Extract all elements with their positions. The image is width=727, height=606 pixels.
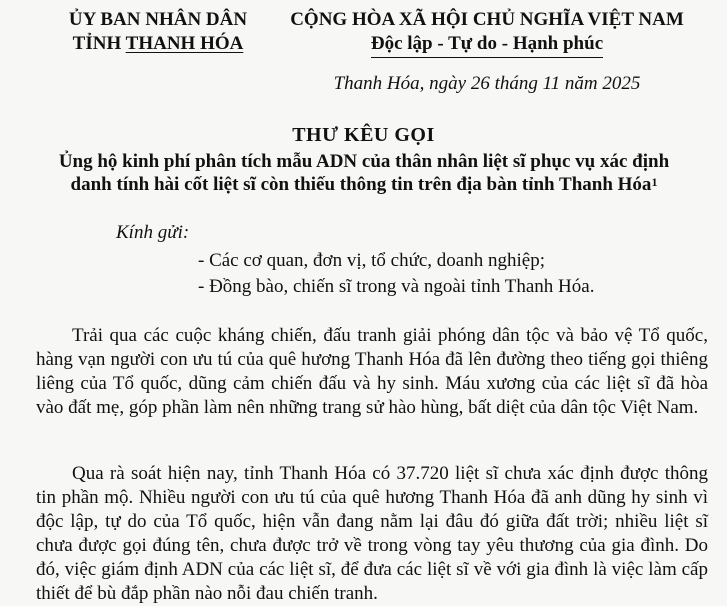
authority-line1: ỦY BAN NHÂN DÂN	[68, 9, 248, 30]
body-paragraph: Qua rà soát hiện nay, tỉnh Thanh Hóa có 37.720 liệt sĩ chưa xác định được thông tin phần mộ. Nhiều người con ưu tú của quê hương Thanh Hóa đã anh dũng hy sinh vì độc lập, tự do của Tổ quốc, hiện vẫn đang nằm lại đâu đó giữa đất trời; nhiều liệt sĩ chưa được gọi đúng tên, chưa được trở về trong vòng tay yêu thương của gia đình. Do đó, việc giám định ADN của các liệt sĩ, để đưa các liệt sĩ về với gia đình là việc làm cấp thiết để bù đắp phần nào nỗi đau chiến tranh.	[36, 463, 708, 604]
footnote-marker: 1	[651, 175, 658, 189]
document-subtitle	[24, 150, 704, 196]
authority-line2	[48, 32, 268, 56]
recipient-list	[198, 248, 594, 300]
document-title: THƯ KÊU GỌI	[292, 124, 435, 146]
authority-province: TỈNH THANH HÓA	[72, 33, 244, 54]
document-date: Thanh Hóa, ngày 26 tháng 11 năm 2025	[333, 73, 641, 94]
subtitle-line1: Ủng hộ kinh phí phân tích mẫu ADN của thân nhân liệt sĩ phục vụ xác định	[58, 151, 670, 172]
greeting: Kính gửi:	[116, 222, 190, 243]
national-motto-row	[272, 32, 702, 58]
national-motto: Độc lập - Tự do - Hạnh phúc	[371, 32, 603, 58]
recipient-item: - Đồng bào, chiến sĩ trong và ngoài tỉnh Thanh Hóa.	[198, 276, 595, 297]
recipient-item: - Các cơ quan, đơn vị, tổ chức, doanh nghiệp;	[198, 250, 545, 271]
national-header	[272, 8, 702, 58]
subtitle-line2-text: danh tính hài cốt liệt sĩ còn thiếu thông tin trên địa bàn tỉnh Thanh Hóa	[70, 174, 652, 195]
national-title: CỘNG HÒA XÃ HỘI CHỦ NGHĨA VIỆT NAM	[290, 9, 684, 30]
subtitle-line2	[24, 173, 704, 196]
body-paragraph: Trải qua các cuộc kháng chiến, đấu tranh giải phóng dân tộc và bảo vệ Tổ quốc, hàng vạn người con ưu tú của quê hương Thanh Hóa đã lên đường theo tiếng gọi thiêng liêng của Tổ quốc, dũng cảm chiến đấu và hy sinh. Máu xương của các liệt sĩ đã hòa vào đất mẹ, góp phần làm nên những trang sử hào hùng, bất diệt của dân tộc Việt Nam.	[36, 325, 708, 418]
issuing-authority	[48, 8, 268, 56]
